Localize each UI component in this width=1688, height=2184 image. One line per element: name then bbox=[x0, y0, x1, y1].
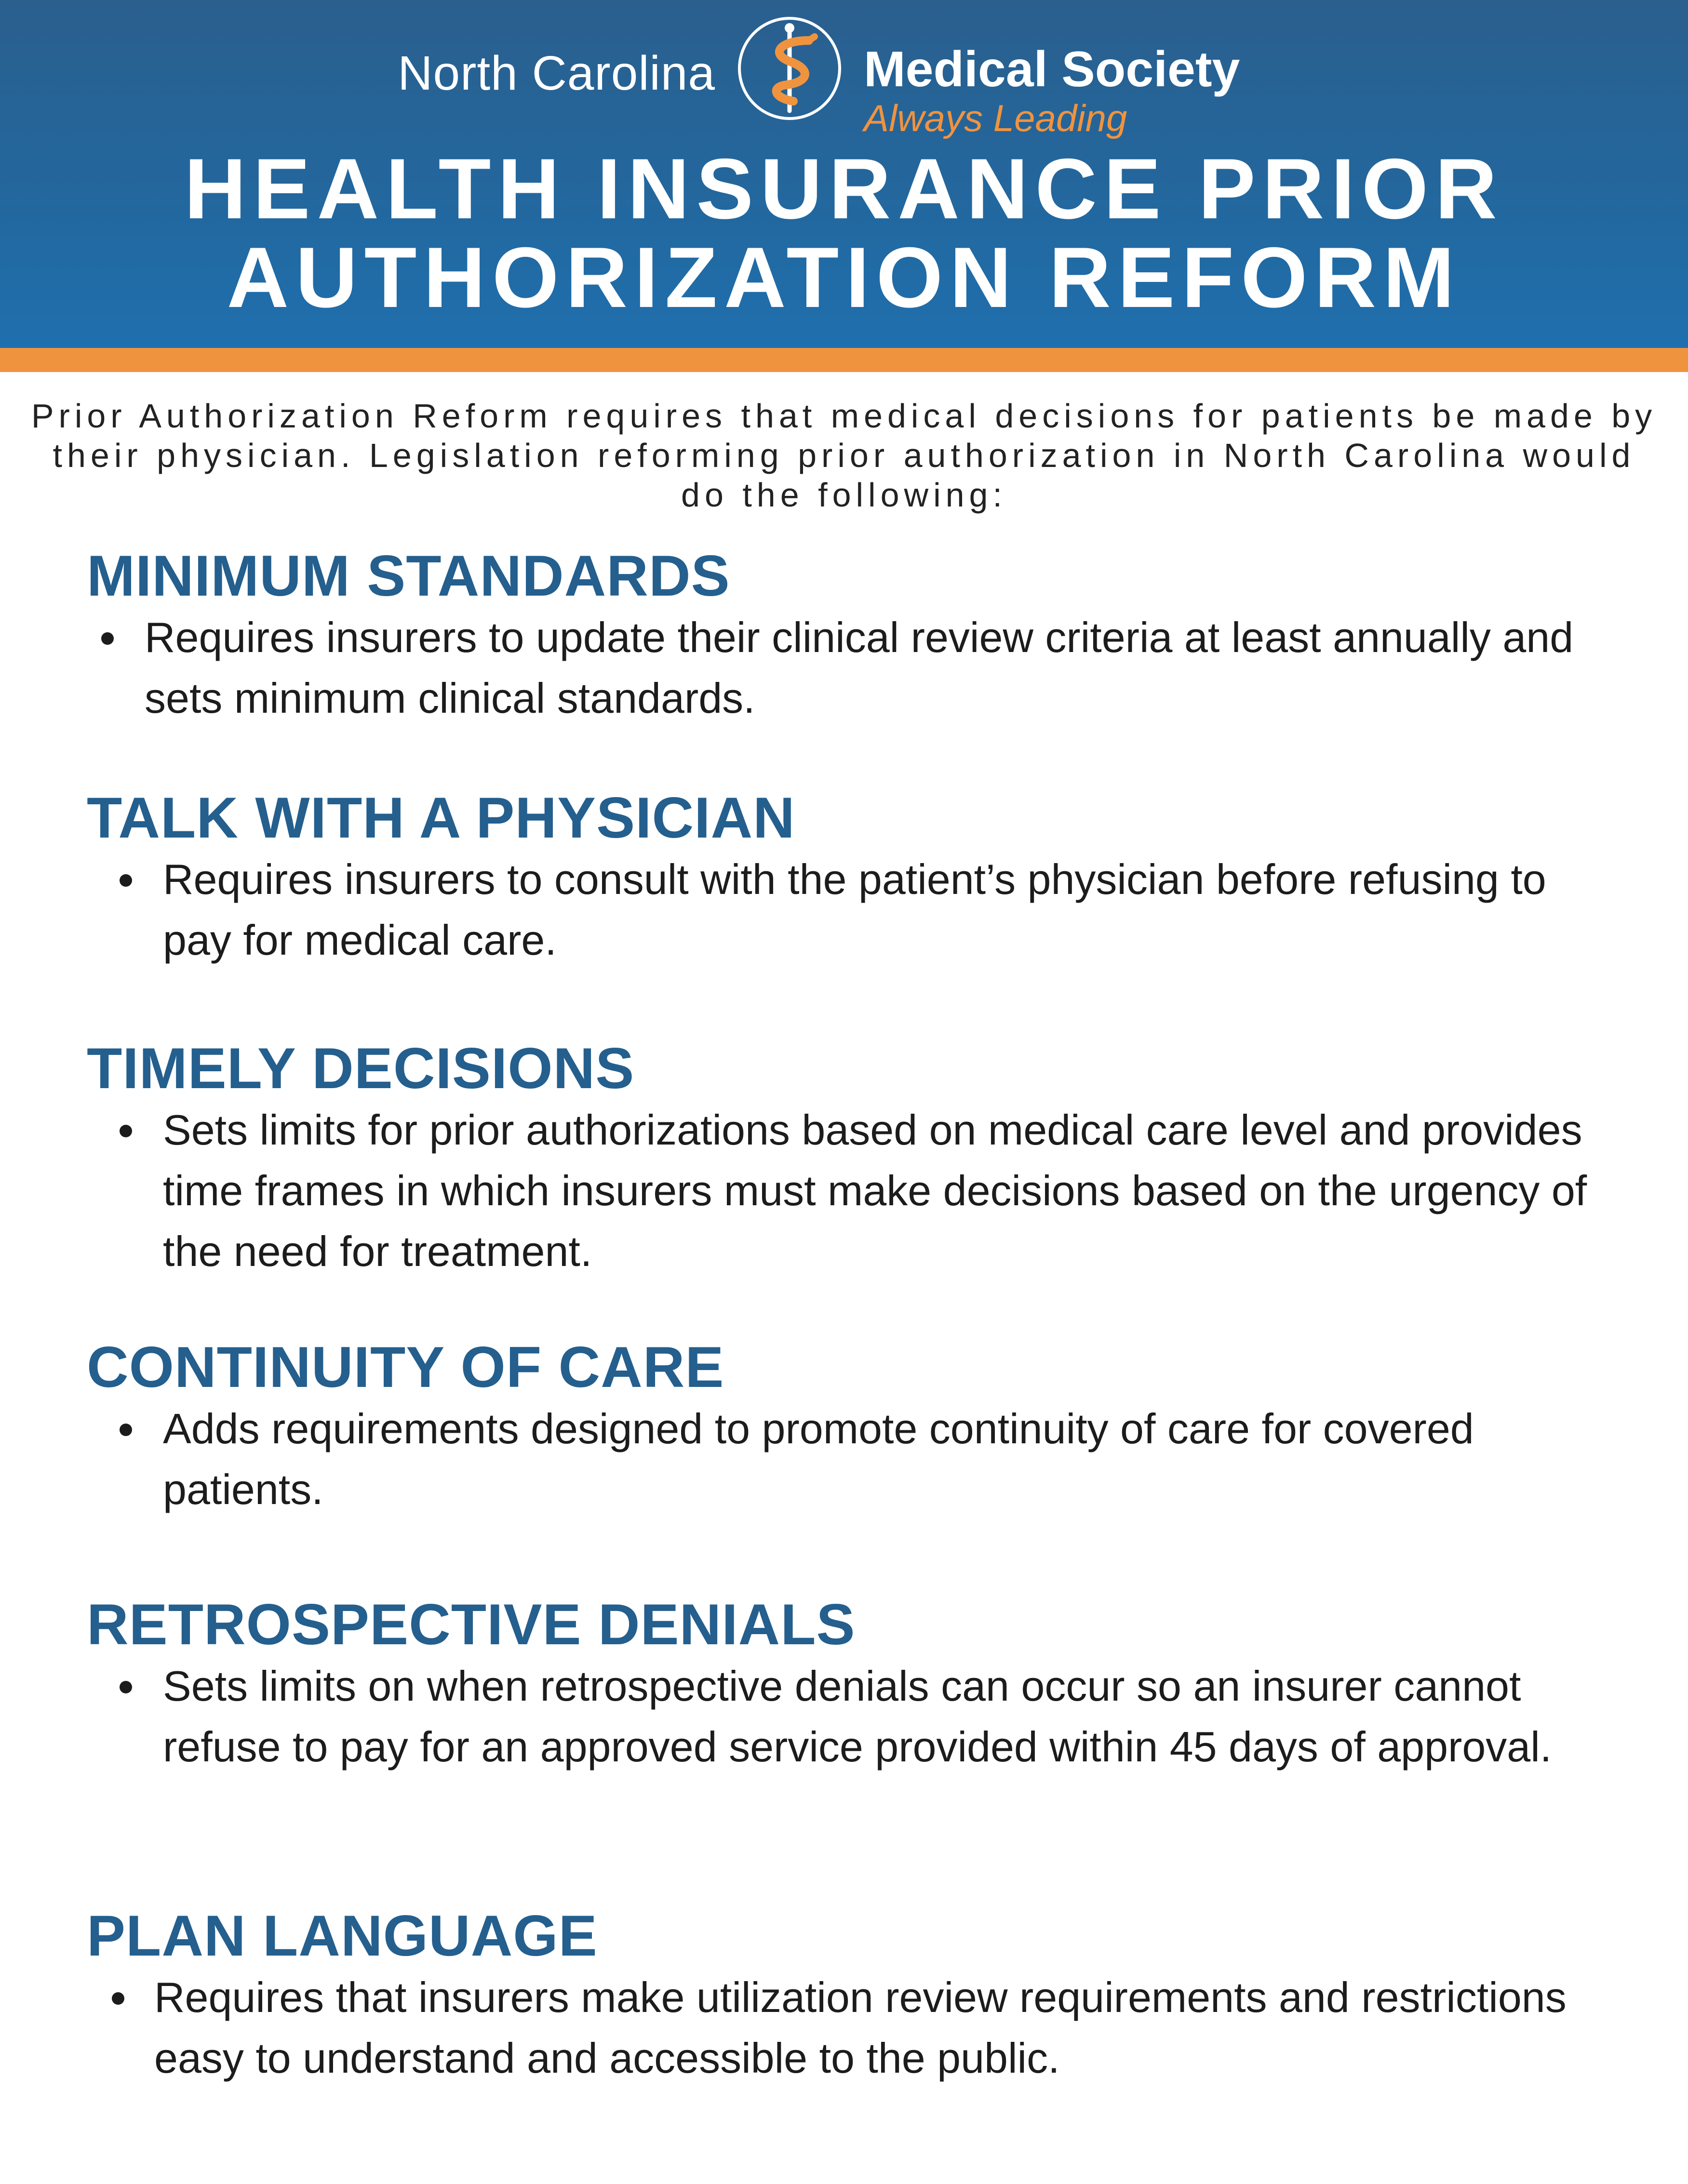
bullet-text: Requires insurers to consult with the patient’s physician before refusing to pay for medical care. bbox=[163, 855, 1546, 964]
bullet-list bbox=[87, 1967, 1620, 2089]
section-heading: MINIMUM STANDARDS bbox=[87, 544, 730, 608]
bullet-text: Sets limits for prior authorizations based on medical care level and provides time frames in which insurers must make decisions based on the urgency of the need for treatment. bbox=[163, 1106, 1587, 1275]
bullet-list bbox=[87, 1100, 1620, 1282]
bullet-list bbox=[87, 1656, 1620, 1777]
brand-row bbox=[0, 10, 1688, 145]
section-talk-with-a-physician bbox=[87, 786, 1620, 971]
section-continuity-of-care bbox=[87, 1336, 1620, 1520]
section-heading: TIMELY DECISIONS bbox=[87, 1036, 635, 1101]
caduceus-icon bbox=[737, 15, 843, 121]
list-item bbox=[87, 1967, 1620, 2089]
org-tagline: Always Leading bbox=[864, 97, 1127, 140]
list-item bbox=[87, 1656, 1620, 1777]
bullet-text: Requires that insurers make utilization review requirements and restrictions easy to understand and accessible to the public. bbox=[154, 1973, 1567, 2082]
list-item bbox=[87, 607, 1620, 729]
section-heading: TALK WITH A PHYSICIAN bbox=[87, 786, 795, 850]
list-item bbox=[87, 1398, 1620, 1520]
section-heading: RETROSPECTIVE DENIALS bbox=[87, 1592, 856, 1657]
page-title bbox=[0, 141, 1688, 325]
list-item bbox=[87, 849, 1620, 971]
title-line-1: HEALTH INSURANCE PRIOR bbox=[184, 141, 1504, 237]
header-banner bbox=[0, 0, 1688, 348]
org-name-right: Medical Society bbox=[864, 41, 1240, 97]
bullet-list bbox=[87, 1398, 1620, 1520]
section-timely-decisions bbox=[87, 1037, 1620, 1282]
section-retrospective-denials bbox=[87, 1593, 1620, 1777]
list-item bbox=[87, 1100, 1620, 1282]
section-heading: PLAN LANGUAGE bbox=[87, 1904, 598, 1968]
accent-divider bbox=[0, 348, 1688, 372]
bullet-text: Requires insurers to update their clinical review criteria at least annually and sets minimum clinical standards. bbox=[145, 613, 1574, 722]
section-heading: CONTINUITY OF CARE bbox=[87, 1335, 724, 1399]
section-minimum-standards bbox=[87, 545, 1620, 729]
bullet-text: Sets limits on when retrospective denials can occur so an insurer cannot refuse to pay for an approved service provided within 45 days of approval. bbox=[163, 1662, 1552, 1771]
intro-paragraph: Prior Authorization Reform requires that medical decisions for patients be made by their physician. Legislation reforming prior authorization in North Carolina would do the following: bbox=[31, 397, 1657, 514]
org-brand-block bbox=[864, 43, 1240, 140]
section-plan-language bbox=[87, 1904, 1620, 2089]
org-name-left: North Carolina bbox=[398, 46, 715, 100]
bullet-text: Adds requirements designed to promote continuity of care for covered patients. bbox=[163, 1405, 1474, 1513]
bullet-list bbox=[87, 849, 1620, 971]
title-line-2: AUTHORIZATION REFORM bbox=[227, 229, 1461, 325]
bullet-list bbox=[87, 607, 1620, 729]
